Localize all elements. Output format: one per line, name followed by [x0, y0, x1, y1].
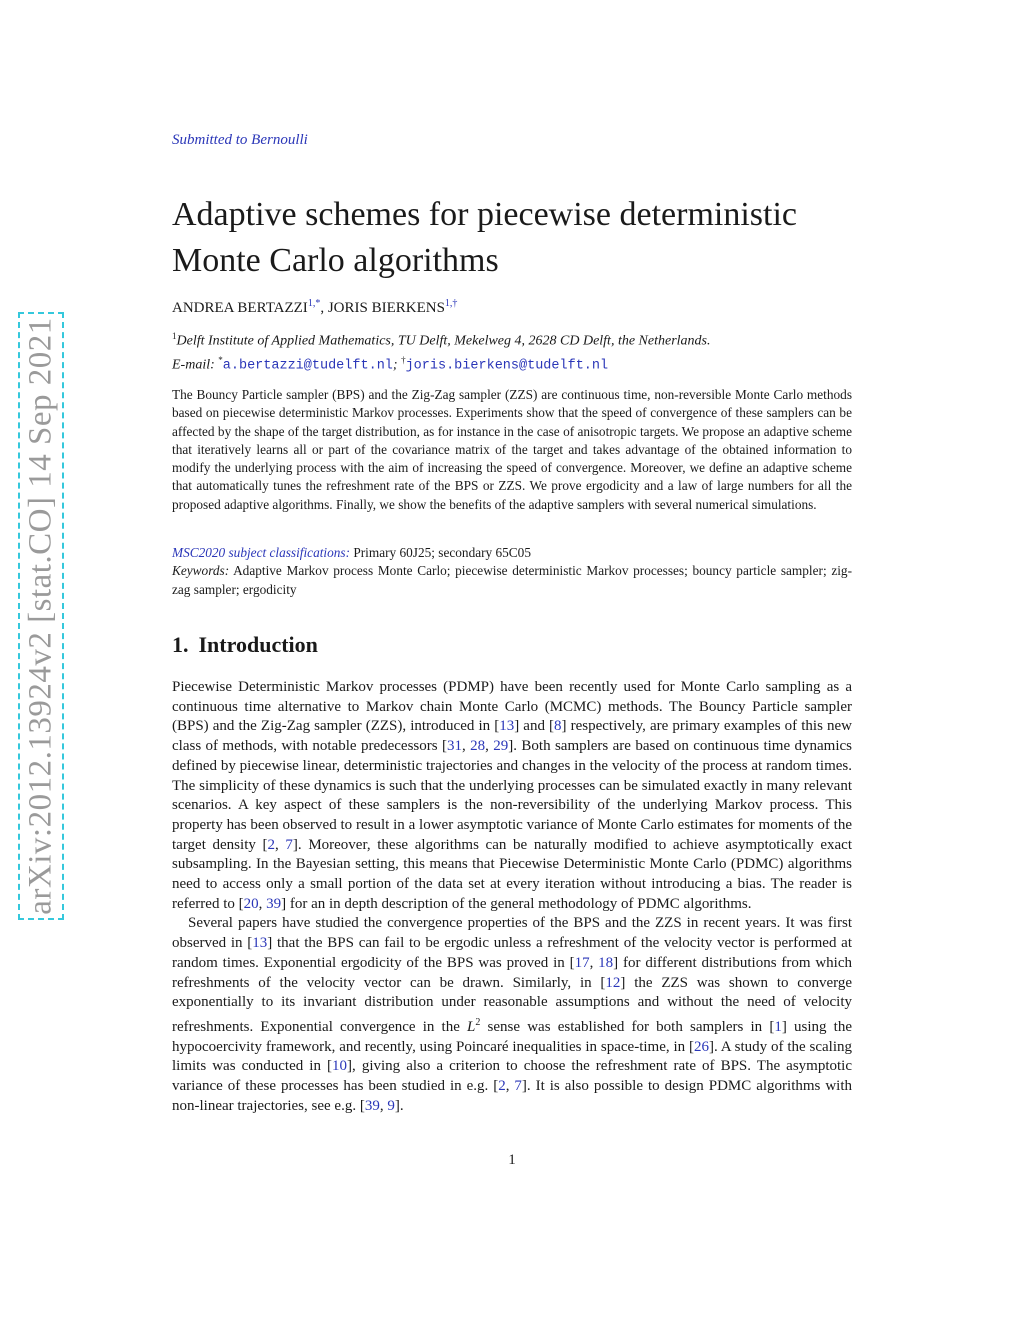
keywords-label: Keywords: [172, 563, 230, 579]
p2-text: ] that the BPS can fail to be ergodic unless a refreshment of the velocity vector is performed at random times. Exponential ergodicity of the BPS was proved in [ [172, 935, 852, 971]
citation-link[interactable]: 2 [498, 1078, 506, 1095]
email-line [172, 351, 711, 376]
arxiv-stamp [18, 312, 64, 920]
math-exponent: 2 [475, 1016, 481, 1028]
page-number: 1 [508, 1152, 516, 1168]
citation-link[interactable]: 20 [243, 895, 259, 912]
citation-link[interactable]: 26 [693, 1038, 709, 1055]
paragraph-1 [172, 678, 852, 914]
msc-line [172, 544, 852, 562]
msc-link[interactable]: MSC2020 subject classifications: [172, 545, 351, 560]
p1-text: ] for an in depth description of the general methodology of PDMC algorithms. [281, 895, 752, 912]
citation-separator: , [275, 836, 286, 853]
p2-text: sense was established for both samplers in [ [480, 1018, 775, 1035]
p2-text: ] using the hypocoercivity framework, and recently, using Poincaré inequalities in space-time, in [ [172, 1018, 853, 1055]
math-symbol: L [467, 1018, 476, 1035]
email-2-marker: † [401, 354, 406, 365]
p1-text: ]. Both samplers are based on continuous time dynamics defined by piecewise linear, deterministic trajectories and changes in the velocity of the process at random times. The simplicity of these dynamics is such that the underlying processes can be simulated exactly in many relevant scenarios. A key aspect of these samplers is the non-reversibility of the underlying Markov process. This property has been observed to result in a lower asymptotic variance of Monte Carlo estimates for moments of the target density [ [172, 738, 853, 853]
citation-link[interactable]: 39 [364, 1097, 380, 1114]
email-2-link[interactable]: joris.bierkens@tudelft.nl [405, 358, 609, 374]
p2-text: ], giving also a criterion to choose the refreshment rate of BPS. The asymptotic variance of these processes has been studied in e.g. [ [172, 1058, 852, 1095]
citation-separator: , [589, 954, 599, 971]
section-number: 1. [172, 632, 189, 657]
affiliation-marker: 1 [172, 331, 177, 341]
p2-text: ]. A study of the scaling limits was conducted in [ [172, 1038, 852, 1075]
paper-title [172, 192, 862, 284]
citation-link[interactable]: 13 [252, 935, 268, 952]
p1-text: ] respectively, are primary examples of this new class of methods, with notable predecessors [ [172, 718, 852, 755]
email-separator: ; [392, 357, 402, 373]
section-body [172, 678, 852, 1116]
p1-text: Piecewise Deterministic Markov processes (PDMP) have been recently used for Monte Carlo sampling as a continuous time alternative to Markov chain Monte Carlo (MCMC) methods. The Bouncy Particle sampler (BPS) and the Zig-Zag sampler (ZZS), introduced in [ [172, 679, 852, 735]
author-1-marker[interactable]: 1,* [307, 298, 321, 309]
citation-link[interactable]: 9 [387, 1097, 395, 1114]
author-2-marker[interactable]: 1,† [444, 298, 458, 309]
citation-link[interactable]: 1 [774, 1018, 782, 1035]
keywords-line [172, 562, 852, 599]
email-1-link[interactable]: a.bertazzi@tudelft.nl [222, 358, 393, 374]
abstract: The Bouncy Particle sampler (BPS) and the Zig-Zag sampler (ZZS) are continuous time, non-reversible Monte Carlo methods based on piecewise deterministic Markov processes. Experiments show that the speed of convergence of these samplers can be affected by the shape of the target distribution, as for instance in the case of anisotropic targets. We propose an adaptive scheme that iteratively learns all or part of the covariance matrix of the target and takes advantage of the obtained information to modify the underlying process with the aim of increasing the speed of convergence. Moreover, we define an adaptive scheme that automatically tunes the refreshment rate of the BPS or ZZS. We prove ergodicity and a law of large numbers for all the proposed adaptive algorithms. Finally, we show the benefits of the adaptive samplers with several numerical simulations. [172, 387, 852, 512]
p1-text: ] and [ [514, 718, 555, 735]
citation-separator: , [485, 738, 494, 755]
citation-link[interactable]: 28 [470, 738, 486, 755]
p2-text: ]. [394, 1097, 404, 1114]
p2-text: Several papers have studied the convergence properties of the BPS and the ZZS in recent years. It was first observed in [ [172, 915, 852, 952]
email-label: E-mail: [172, 357, 219, 373]
citation-link[interactable]: 12 [605, 974, 621, 991]
email-1-marker: * [218, 354, 223, 365]
msc-text: Primary 60J25; secondary 65C05 [350, 545, 531, 560]
affiliation-text: Delft Institute of Applied Mathematics, TU Delft, Mekelweg 4, 2628 CD Delft, the Netherlands. [176, 333, 711, 349]
citation-link[interactable]: 31 [446, 738, 462, 755]
citation-link[interactable]: 39 [266, 895, 282, 912]
citation-link[interactable]: 17 [574, 954, 590, 971]
citation-separator: , [258, 895, 267, 912]
p1-text: ]. Moreover, these algorithms can be naturally modified to achieve asymptotically exact subsampling. In the Bayesian setting, this means that Piecewise Deterministic Monte Carlo (PDMC) algorithms need to access only a small portion of the data set at every iteration without introducing a bias. The reader is referred to [ [172, 836, 852, 912]
citation-link[interactable]: 2 [267, 836, 276, 853]
affiliation-block [172, 327, 711, 375]
metadata-block [172, 544, 852, 599]
citation-link[interactable]: 29 [493, 738, 509, 755]
citation-link[interactable]: 10 [332, 1058, 348, 1075]
author-2: JORIS BIERKENS [327, 300, 445, 316]
title-line-2: Monte Carlo algorithms [172, 242, 499, 279]
citation-link[interactable]: 8 [554, 718, 562, 735]
keywords-text: Adaptive Markov process Monte Carlo; piecewise deterministic Markov processes; bouncy particle sampler; zig-zag sampler; ergodicity [172, 563, 852, 597]
citation-link[interactable]: 18 [598, 954, 614, 971]
affiliation-line [172, 327, 711, 351]
citation-link[interactable]: 13 [499, 718, 515, 735]
math-l2 [467, 1016, 481, 1035]
citation-link[interactable]: 7 [514, 1078, 522, 1095]
author-separator: , [320, 300, 328, 316]
title-line-1: Adaptive schemes for piecewise deterministic [172, 196, 797, 233]
citation-separator: , [461, 738, 471, 755]
p2-text: ]. It is also possible to design PDMC algorithms with non-linear trajectories, see e.g. [ [172, 1078, 852, 1114]
citation-link[interactable]: 7 [285, 836, 293, 853]
author-list [172, 298, 457, 317]
section-title: Introduction [198, 632, 318, 657]
p2-text: ] the ZZS was shown to converge exponentially to its invariant distribution under reasonable assumptions and without the need of velocity refreshments. Exponential convergence in the [172, 974, 852, 1035]
citation-separator: , [379, 1097, 388, 1114]
section-heading [172, 632, 318, 658]
arxiv-stamp-text: arXiv:2012.13924v2 [stat.CO] 14 Sep 2021 [22, 317, 59, 915]
p2-text: ] for different distributions from which refreshments of the velocity vector can be drawn. Similarly, in [ [172, 954, 853, 991]
author-1: ANDREA BERTAZZI [172, 300, 308, 316]
journal-link[interactable]: Submitted to Bernoulli [172, 132, 308, 148]
paragraph-2 [172, 914, 852, 1116]
citation-separator: , [505, 1078, 515, 1095]
